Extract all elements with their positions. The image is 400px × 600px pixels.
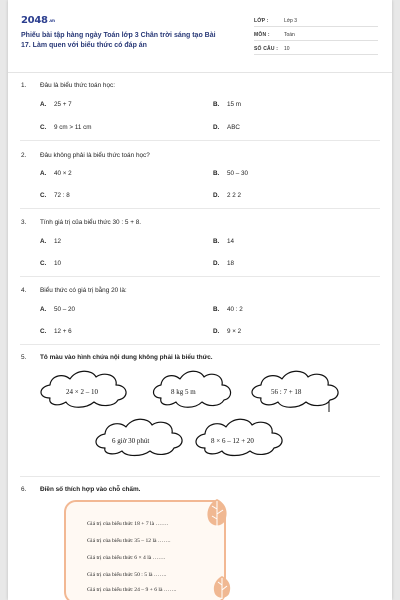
option-letter: A. — [40, 238, 47, 245]
cloud-label-3: 56 : 7 + 18 — [271, 388, 302, 396]
worksheet-page — [8, 0, 392, 600]
option-d[interactable] — [213, 260, 234, 267]
option-a[interactable] — [40, 170, 72, 177]
fill-in-panel — [64, 500, 226, 600]
question-text: Đâu là biểu thức toán học: — [40, 82, 115, 89]
option-letter: B. — [213, 101, 220, 108]
question-number: 6. — [21, 486, 27, 493]
option-letter: C. — [40, 328, 47, 335]
option-letter: A. — [40, 101, 47, 108]
option-c[interactable] — [40, 192, 70, 199]
option-text: ABC — [227, 124, 240, 131]
option-b[interactable] — [213, 306, 243, 313]
option-letter: B. — [213, 170, 220, 177]
option-letter: B. — [213, 238, 220, 245]
meta-class — [254, 14, 378, 27]
option-text: 10 — [54, 260, 62, 267]
option-letter: A. — [40, 306, 47, 313]
option-a[interactable] — [40, 306, 75, 313]
question-number: 3. — [21, 219, 27, 226]
option-d[interactable] — [213, 192, 241, 199]
option-b[interactable] — [213, 238, 234, 245]
question-number: 1. — [21, 82, 27, 89]
question-number: 5. — [21, 354, 27, 361]
meta-label: MÔN : — [254, 32, 270, 38]
option-letter: C. — [40, 260, 47, 267]
fill-line-2: Giá trị của biểu thức 35 – 12 là ……. — [87, 538, 171, 544]
option-text: 15 m — [227, 101, 241, 108]
option-text: 25 + 7 — [54, 101, 72, 108]
option-letter: D. — [213, 124, 220, 131]
option-text: 50 – 30 — [227, 170, 249, 177]
site-logo[interactable] — [21, 15, 55, 26]
option-c[interactable] — [40, 124, 92, 131]
clouds-svg — [8, 365, 392, 460]
question-number: 4. — [21, 287, 27, 294]
option-letter: D. — [213, 260, 220, 267]
option-letter: D. — [213, 328, 220, 335]
meta-subject — [254, 28, 378, 41]
question-number: 2. — [21, 152, 27, 159]
option-a[interactable] — [40, 238, 61, 245]
divider — [20, 476, 380, 477]
meta-label: SỐ CÂU : — [254, 46, 279, 52]
leaf-icon — [203, 497, 231, 529]
cloud-label-1: 24 × 2 – 10 — [66, 388, 98, 396]
meta-label: LỚP : — [254, 18, 269, 24]
option-text: 18 — [227, 260, 235, 267]
meta-count — [254, 42, 378, 55]
leaf-icon — [211, 574, 233, 600]
option-text: 50 – 20 — [54, 306, 76, 313]
option-b[interactable] — [213, 170, 248, 177]
option-text: 12 + 6 — [54, 328, 72, 335]
option-letter: B. — [213, 306, 220, 313]
option-letter: D. — [213, 192, 220, 199]
option-c[interactable] — [40, 328, 72, 335]
divider — [20, 140, 380, 141]
option-text: 12 — [54, 238, 62, 245]
question-text: Điền số thích hợp vào chỗ chấm. — [40, 486, 141, 493]
option-text: 14 — [227, 238, 235, 245]
meta-value: Toán — [284, 32, 295, 38]
title-line-1: Phiếu bài tập hàng ngày Toán lớp 3 Chân trời sáng tạo Bài — [21, 32, 216, 39]
logo-text: 2048 — [21, 15, 48, 26]
cloud-label-2: 8 kg 5 m — [171, 388, 196, 396]
logo-suffix: .vn — [48, 18, 55, 23]
fill-line-1: Giá trị của biểu thức 18 + 7 là ……. — [87, 521, 169, 527]
option-letter: A. — [40, 170, 47, 177]
option-letter: C. — [40, 192, 47, 199]
meta-value: Lớp 3 — [284, 18, 298, 24]
cloud-label-5: 8 × 6 – 12 + 20 — [211, 437, 254, 445]
question-text: Đâu không phải là biểu thức toán học? — [40, 152, 150, 159]
option-text: 9 × 2 — [227, 328, 242, 335]
option-letter: C. — [40, 124, 47, 131]
cloud-label-4: 6 giờ 30 phút — [112, 437, 150, 445]
option-c[interactable] — [40, 260, 61, 267]
divider — [20, 208, 380, 209]
fill-line-4: Giá trị của biểu thức 50 : 5 là ……. — [87, 572, 167, 578]
option-text: 2 2 2 — [227, 192, 242, 199]
option-b[interactable] — [213, 101, 241, 108]
option-text: 40 : 2 — [227, 306, 243, 313]
fill-line-5: Giá trị của biểu thức 24 – 9 + 6 là ……. — [87, 587, 177, 593]
meta-value: 10 — [284, 46, 290, 52]
divider — [20, 344, 380, 345]
divider — [20, 276, 380, 277]
title-line-2: 17. Làm quen với biểu thức có đáp án — [21, 41, 147, 49]
option-d[interactable] — [213, 124, 240, 131]
worksheet-header — [8, 0, 392, 73]
option-d[interactable] — [213, 328, 241, 335]
option-text: 40 × 2 — [54, 170, 72, 177]
option-text: 9 cm > 11 cm — [54, 124, 92, 131]
option-a[interactable] — [40, 101, 72, 108]
question-text: Tô màu vào hình chứa nội dung không phải là biểu thức. — [40, 354, 213, 361]
question-text: Biểu thức có giá trị bằng 20 là: — [40, 287, 127, 294]
fill-line-3: Giá trị của biểu thức 6 × 4 là ……. — [87, 555, 166, 561]
cloud-exercise — [8, 365, 392, 460]
question-text: Tính giá trị của biểu thức 30 : 5 + 8. — [40, 219, 142, 226]
option-text: 72 : 8 — [54, 192, 70, 199]
worksheet-title — [21, 31, 241, 50]
